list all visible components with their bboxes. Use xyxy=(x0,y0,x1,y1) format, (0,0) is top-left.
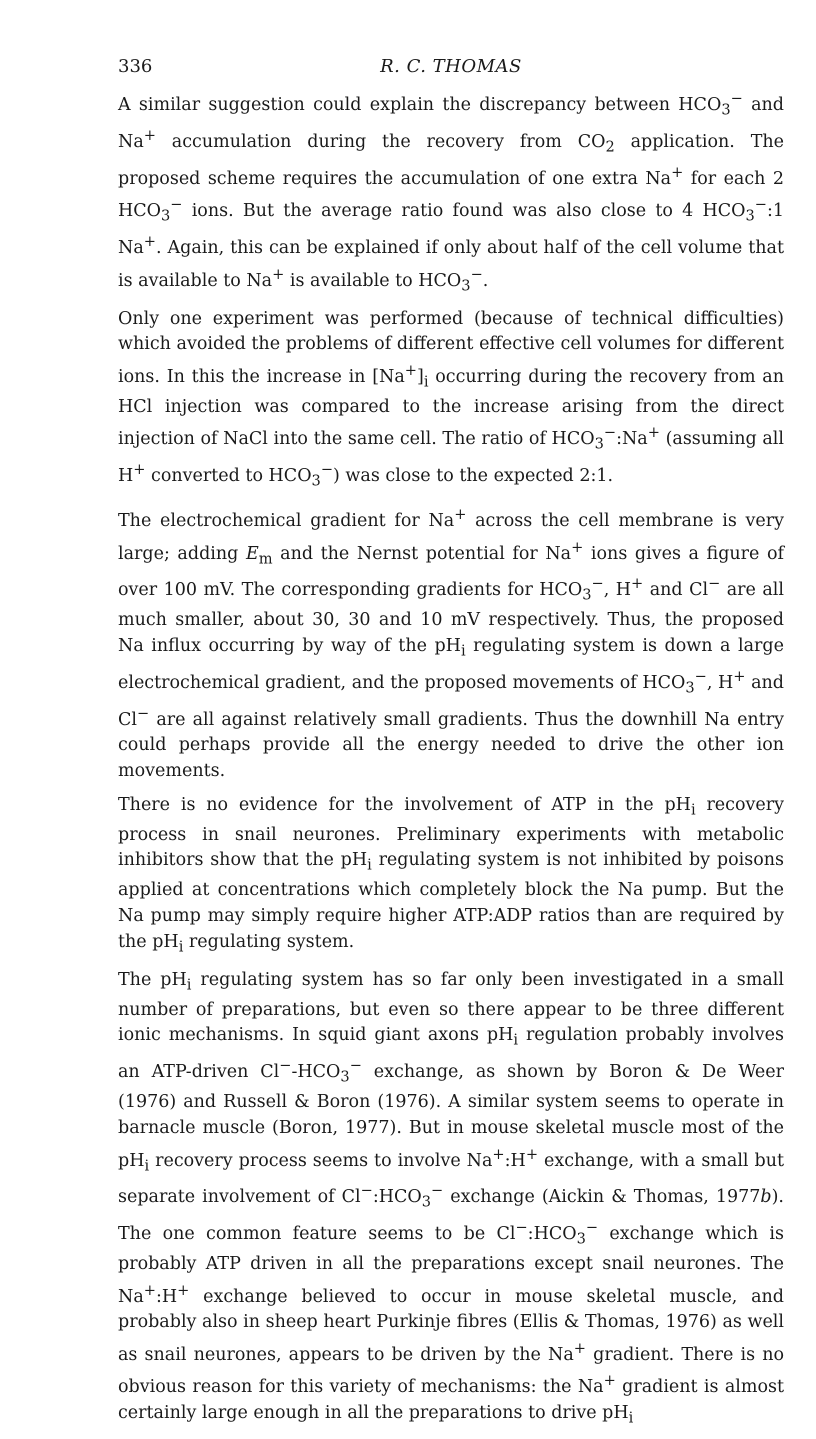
paragraph: There is no evidence for the involvement of ATP in the $pH_i$ recovery process in snail neurones. Preliminary experiments with metabolic inhibitors show that the $pH_i$ regulating system is not inhibited by poisons applied at concentrations which completely block the Na pump. But the Na pump may simply require higher ATP:ADP ratios than are required by the $pH_i$ regulating system. xyxy=(118,794,784,956)
running-head: R. C. THOMAS xyxy=(380,56,522,77)
page xyxy=(118,56,784,1439)
paragraph: The electrochemical gradient for Na+ across the cell membrane is very large; adding $E_m$ and the Nernst potential for Na+ ions gives a figure of over 100 mV. The corresponding gradients for $HCO_3^-$, H+ and Cl− are all much smaller, about 30, 30 and 10 mV respectively. Thus, the proposed Na influx occurring by way of the $pH_i$ regulating system is down a large electrochemical gradient, and the proposed movements of $HCO_3^-$, H+ and Cl− are all against relatively small gradients. Thus the downhill Na entry could perhaps provide all the energy needed to drive the other ion movements. xyxy=(118,506,784,781)
page-header xyxy=(118,56,784,86)
paragraph: The $pH_i$ regulating system has so far only been investigated in a small number of preparations, but even so there appear to be three different ionic mechanisms. In squid giant axons $pH_i$ regulation probably involves an ATP-driven $Cl^--HCO_3^-$ exchange, as shown by Boron & De Weer (1976) and Russell & Boron (1976). A similar system seems to operate in barnacle muscle (Boron, 1977). But in mouse skeletal muscle most of the $pH_i$ recovery process seems to involve Na+:H+ exchange, with a small but separate involvement of $Cl^-:HCO_3^-$ exchange (Aickin & Thomas, 1977b). The one common feature seems to be $Cl^-:HCO_3^-$ exchange which is probably ATP driven in all the preparations except snail neurones. The Na+:H+ exchange believed to occur in mouse skeletal muscle, and probably also in sheep heart Purkinje fibres (Ellis & Thomas, 1976) as well as snail neurones, appears to be driven by the Na+ gradient. There is no obvious reason for this variety of mechanisms: the Na+ gradient is almost certainly large enough in all the preparations to drive $pH_i$ xyxy=(118,969,784,1427)
paragraph: Only one experiment was performed (because of technical difficulties) which avoided the problems of different effective cell volumes for different ions. In this the increase in $[Na^+]_i$ occurring during the recovery from an HCl injection was compared to the increase arising from the direct injection of NaCl into the same cell. The ratio of $HCO_3^-:Na^+$ (assuming all H+ converted to $HCO_3^-$) was close to the expected 2:1. xyxy=(118,308,785,490)
paragraph: A similar suggestion could explain the discrepancy between $HCO_3^-$ and Na+ accumulation during the recovery from $CO_2$ application. The proposed scheme requires the accumulation of one extra Na+ for each 2 $HCO_3^-$ ions. But the average ratio found was also close to 4 $HCO_3^-:1$ Na+. Again, this can be explained if only about half of the cell volume that is available to Na+ is available to $HCO_3^-$. xyxy=(118,90,785,294)
page-number: 336 xyxy=(118,56,153,77)
body-text xyxy=(118,86,784,1431)
